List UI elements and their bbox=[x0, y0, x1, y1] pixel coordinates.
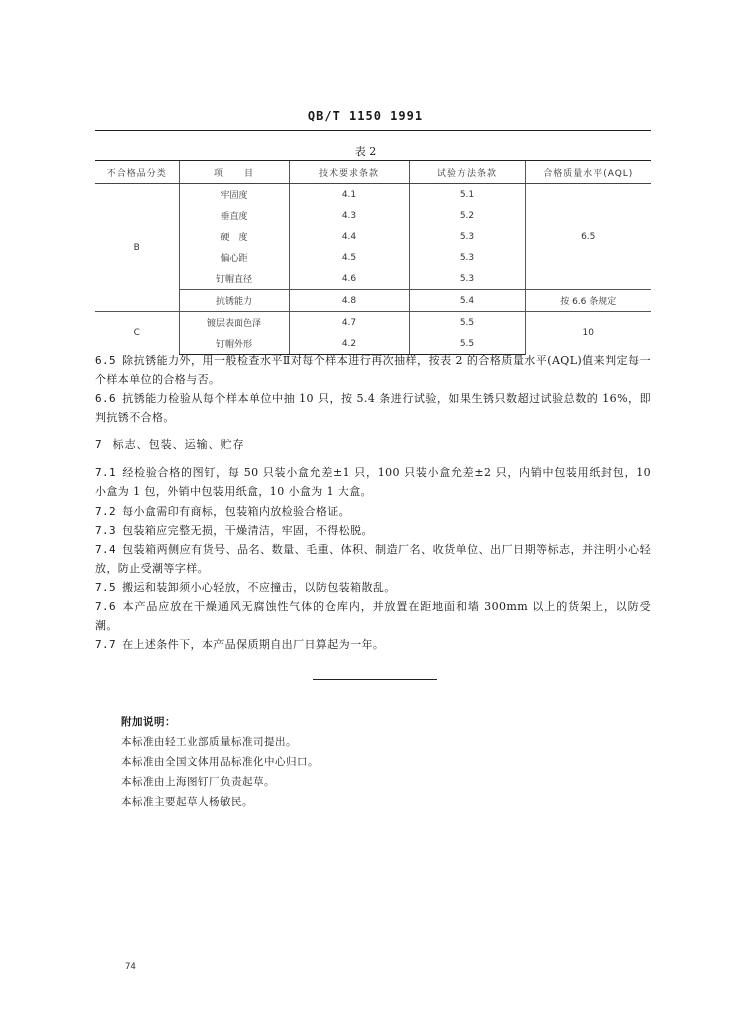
category-c: C bbox=[95, 312, 179, 355]
requirement-cell: 4.6 bbox=[289, 268, 409, 290]
clause-7-3 bbox=[95, 521, 651, 540]
clause-text: 经检验合格的图钉，每 50 只装小盒允差±1 只，100 只装小盒允差±2 只，内销中包装用纸封包，10 小盒为 1 包，外销中包装用纸盒，10 小盒为 1 大盒。 bbox=[95, 466, 651, 498]
requirement-cell: 4.2 bbox=[289, 333, 409, 355]
clause-text: 抗锈能力检验从每个样本单位中抽 10 只，按 5.4 条进行试验，如果生锈只数超过试验总数的 16%，即判抗锈不合格。 bbox=[95, 392, 651, 424]
clause-7-7 bbox=[95, 635, 651, 654]
requirement-cell: 4.4 bbox=[289, 226, 409, 247]
end-rule bbox=[313, 679, 437, 680]
clause-number: 7.2 bbox=[95, 505, 117, 518]
section-7-heading bbox=[95, 436, 245, 452]
method-cell: 5.3 bbox=[409, 226, 525, 247]
item-cell: 牢固度 bbox=[179, 184, 289, 206]
clause-number: 7.3 bbox=[95, 524, 117, 537]
table-title: 表 2 bbox=[354, 145, 377, 158]
clause-number: 7.4 bbox=[95, 543, 117, 556]
clause-number: 7.1 bbox=[95, 466, 117, 479]
requirement-cell: 4.5 bbox=[289, 247, 409, 268]
standard-number: QB/T 1150 1991 bbox=[307, 109, 424, 123]
notes-title: 附加说明： bbox=[121, 716, 176, 728]
requirement-cell: 4.7 bbox=[289, 312, 409, 334]
page-number: 74 bbox=[125, 962, 136, 972]
header-rule bbox=[95, 130, 651, 131]
col-header-item: 项 目 bbox=[179, 161, 289, 184]
clause-text: 除抗锈能力外，用一般检查水平Ⅱ对每个样本进行再次抽样，按表 2 的合格质量水平(AQL)值来判定每一个样本单位的合格与否。 bbox=[95, 354, 651, 386]
aql-b: 6.5 bbox=[525, 184, 651, 290]
table-row bbox=[95, 290, 651, 312]
note-line: 本标准由轻工业部质量标准司提出。 bbox=[121, 736, 297, 748]
method-cell: 5.3 bbox=[409, 268, 525, 290]
additional-notes bbox=[121, 712, 319, 812]
clause-6-5 bbox=[95, 351, 651, 389]
table-header-row bbox=[95, 161, 651, 184]
section-title: 标志、包装、运输、贮存 bbox=[112, 438, 245, 451]
clause-7-6 bbox=[95, 597, 651, 635]
requirement-cell: 4.8 bbox=[289, 290, 409, 312]
aql-c: 10 bbox=[525, 312, 651, 355]
item-cell: 偏心距 bbox=[179, 247, 289, 268]
method-cell: 5.5 bbox=[409, 333, 525, 355]
clause-text: 包装箱应完整无损，干燥清洁，牢固，不得松脱。 bbox=[122, 524, 373, 537]
col-header-aql: 合格质量水平(AQL) bbox=[525, 161, 651, 184]
col-header-requirement: 技术要求条款 bbox=[289, 161, 409, 184]
clause-text: 包装箱两侧应有货号、品名、数量、毛重、体积、制造厂名、收货单位、出厂日期等标志，并注明小心轻放，防止受潮等字样。 bbox=[95, 543, 651, 575]
clause-text: 每小盒需印有商标，包装箱内放检验合格证。 bbox=[122, 505, 351, 518]
section-number: 7 bbox=[95, 438, 103, 451]
clause-text: 本产品应放在干燥通风无腐蚀性气体的仓库内，并放置在距地面和墙 300mm 以上的货架上，以防受潮。 bbox=[95, 600, 651, 632]
note-line: 本标准由全国文体用品标准化中心归口。 bbox=[121, 756, 319, 768]
method-cell: 5.5 bbox=[409, 312, 525, 334]
method-cell: 5.3 bbox=[409, 247, 525, 268]
aql-rust: 按 6.6 条规定 bbox=[525, 290, 651, 312]
note-line: 本标准主要起草人杨敏民。 bbox=[121, 796, 253, 808]
clause-number: 7.5 bbox=[95, 581, 117, 594]
item-cell: 硬 度 bbox=[179, 226, 289, 247]
item-cell: 钉帽外形 bbox=[179, 333, 289, 355]
clause-number: 7.7 bbox=[95, 638, 117, 651]
note-line: 本标准由上海图钉厂负责起草。 bbox=[121, 776, 275, 788]
method-cell: 5.2 bbox=[409, 205, 525, 226]
requirement-cell: 4.3 bbox=[289, 205, 409, 226]
table-row bbox=[95, 312, 651, 334]
method-cell: 5.1 bbox=[409, 184, 525, 206]
category-b: B bbox=[133, 242, 140, 253]
item-cell: 钉帽直径 bbox=[179, 268, 289, 290]
clause-6-6 bbox=[95, 389, 651, 427]
item-cell: 抗锈能力 bbox=[179, 290, 289, 312]
requirement-cell: 4.1 bbox=[289, 184, 409, 206]
spec-table bbox=[95, 160, 651, 355]
table-row bbox=[95, 184, 651, 206]
clause-text: 在上述条件下，本产品保质期自出厂日算起为一年。 bbox=[122, 638, 385, 651]
clause-number: 6.5 bbox=[95, 354, 117, 367]
clause-number: 6.6 bbox=[95, 392, 117, 405]
item-cell: 垂直度 bbox=[179, 205, 289, 226]
clause-7-5 bbox=[95, 578, 651, 597]
item-cell: 镀层表面色泽 bbox=[179, 312, 289, 334]
clause-7-1 bbox=[95, 463, 651, 501]
col-header-method: 试验方法条款 bbox=[409, 161, 525, 184]
clause-7-2 bbox=[95, 502, 651, 521]
col-header-category: 不合格品分类 bbox=[95, 161, 179, 184]
clause-text: 搬运和装卸须小心轻放，不应撞击，以防包装箱散乱。 bbox=[122, 581, 396, 594]
method-cell: 5.4 bbox=[409, 290, 525, 312]
clause-7-4 bbox=[95, 540, 651, 578]
clause-number: 7.6 bbox=[95, 600, 117, 613]
